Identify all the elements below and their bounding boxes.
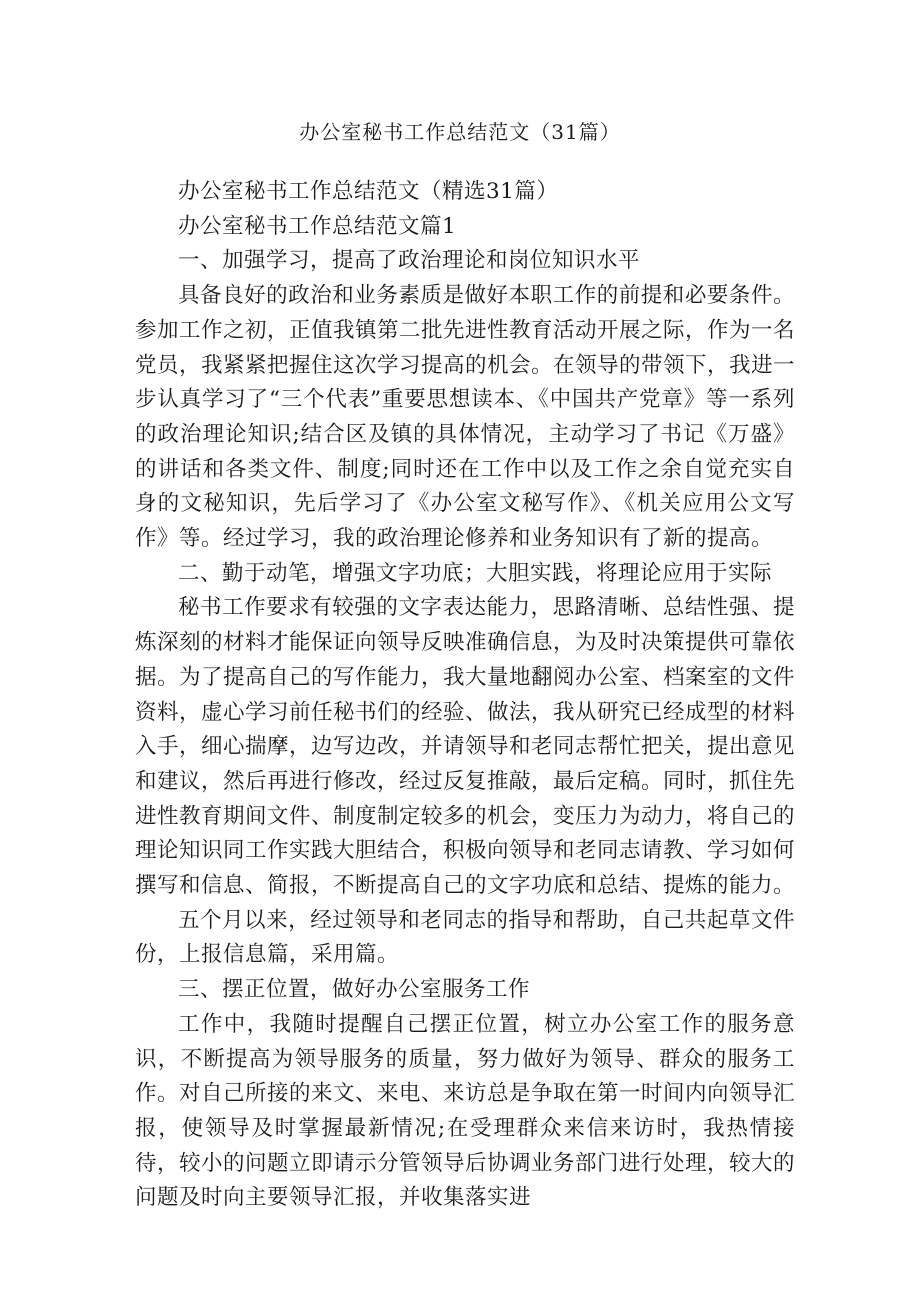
document-title: 办公室秘书工作总结范文（31篇） (299, 120, 621, 144)
section-heading-paragraph: 办公室秘书工作总结范文篇1 (178, 213, 457, 239)
heading-three: 三、摆正位置，做好办公室服务工作 (178, 977, 531, 1003)
body-paragraph: 五个月以来，经过领导和老同志的指导和帮助，自己共起草文件份，上报信息篇，采用篇。 (135, 907, 795, 968)
heading-one: 一、加强学习，提高了政治理论和岗位知识水平 (178, 248, 641, 274)
body-paragraph: 具备良好的政治和业务素质是做好本职工作的前提和必要条件。参加工作之初，正值我镇第二批先进性教育活动开展之际，作为一名党员，我紧紧把握住这次学习提高的机会。在领导的带领下，我进一步认真学习了“三个代表”重要思想读本、《中国共产党章》等一系列的政治理论知识;结合区及镇的具体情况，主动学习了书记《万盛》的讲话和各类文件、制度;同时还在工作中以及工作之余自觉充实自身的文秘知识，先后学习了《办公室文秘写作》、《机关应用公文写作》等。经过学习，我的政治理论修养和业务知识有了新的提高。 (135, 283, 796, 552)
heading-two: 二、勤于动笔，增强文字功底；大胆实践，将理论应用于实际 (178, 560, 773, 586)
body-paragraph: 工作中，我随时提醒自己摆正位置，树立办公室工作的服务意识，不断提高为领导服务的质量，努力做好为领导、群众的服务工作。对自己所接的来文、来电、来访总是争取在第一时间内向领导汇报，使领导及时掌握最新情况;在受理群众来信来访时，我热情接待，较小的问题立即请示分管领导后协调业务部门进行处理，较大的问题及时向主要领导汇报，并收集落实进 (135, 1011, 796, 1211)
document-body (135, 175, 795, 1216)
body-paragraph: 秘书工作要求有较强的文字表达能力，思路清晰、总结性强、提炼深刻的材料才能保证向领导反映准确信息，为及时决策提供可靠依据。为了提高自己的写作能力，我大量地翻阅办公室、档案室的文件资料，虚心学习前任秘书们的经验、做法，我从研究已经成型的材料入手，细心揣摩，边写边改，并请领导和老同志帮忙把关，提出意见和建议，然后再进行修改，经过反复推敲，最后定稿。同时，抓住先进性教育期间文件、制度制定较多的机会，变压力为动力，将自己的理论知识同工作实践大胆结合，积极向领导和老同志请教、学习如何撰写和信息、简报，不断提高自己的文字功底和总结、提炼的能力。 (135, 595, 796, 899)
subtitle-paragraph: 办公室秘书工作总结范文（精选31篇） (178, 179, 559, 204)
